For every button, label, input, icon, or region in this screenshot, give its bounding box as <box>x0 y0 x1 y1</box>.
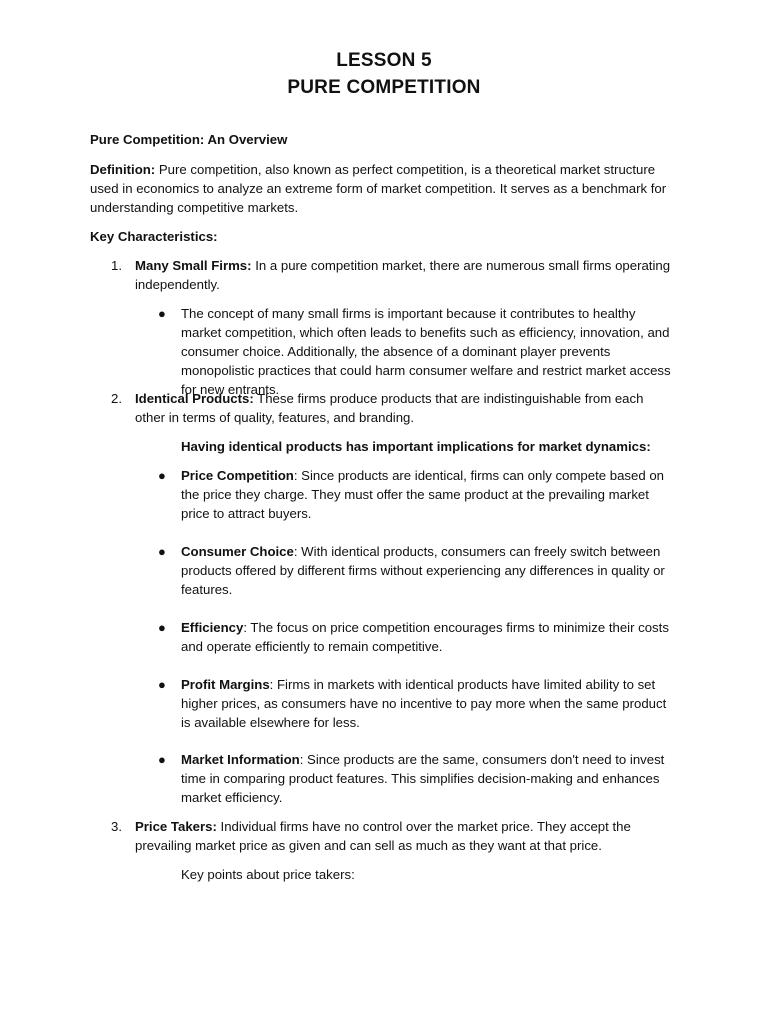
bullet-label: Market Information <box>181 752 300 767</box>
bullet-body: : With identical products, consumers can freely switch between products offered by different firms without experiencing any differences in quality or features. <box>181 544 665 597</box>
list-item <box>135 389 675 427</box>
bullet-text <box>181 618 676 656</box>
definition-label: Definition: <box>90 162 156 177</box>
bullet-icon: ● <box>158 620 166 635</box>
bullet-icon: ● <box>158 752 166 767</box>
bullet-text <box>181 542 676 599</box>
item-text: Individual firms have no control over the market price. They accept the prevailing market price as given and can sell as much as they want at that price. <box>135 819 631 853</box>
item-text: These firms produce products that are indistinguishable from each other in terms of quality, features, and branding. <box>135 391 644 425</box>
bullet-text <box>181 750 676 807</box>
bullet-text: The concept of many small firms is important because it contributes to healthy market competition, which often leads to benefits such as efficiency, innovation, and consumer choice. Additionally, the absence of a dominant player prevents monopolistic practices that could harm consumer welfare and restrict market access for new entrants. <box>181 306 671 397</box>
item-label: Many Small Firms: <box>135 258 252 273</box>
definition-text: Pure competition, also known as perfect competition, is a theoretical market structure used in economics to analyze an extreme form of market competition. It serves as a benchmark for understanding competitive markets. <box>90 162 667 215</box>
bullet-label: Consumer Choice <box>181 544 294 559</box>
overview-heading: Pure Competition: An Overview <box>90 132 288 147</box>
bullet-label: Efficiency <box>181 620 244 635</box>
list-number: 3. <box>111 819 122 834</box>
bullet-body: : Since products are the same, consumers don't need to invest time in comparing product features. This simplifies decision-making and enhances market efficiency. <box>181 752 665 805</box>
definition-paragraph <box>90 160 680 217</box>
list-item <box>135 256 675 294</box>
item-label: Price Takers: <box>135 819 217 834</box>
main-title: PURE COMPETITION <box>287 77 481 98</box>
item-label: Identical Products: <box>135 391 254 406</box>
key-characteristics-heading: Key Characteristics: <box>90 229 218 244</box>
item-text: In a pure competition market, there are numerous small firms operating independently. <box>135 258 671 292</box>
bullet-text <box>181 675 679 732</box>
bullet-label: Profit Margins <box>181 677 270 692</box>
subheading: Having identical products has important implications for market dynamics: <box>181 439 651 454</box>
bullet-text <box>181 466 676 523</box>
bullet-body: : Since products are identical, firms can only compete based on the price they charge. They must offer the same product at the prevailing market price to attract buyers. <box>181 468 665 521</box>
bullet-icon: ● <box>158 677 166 692</box>
bullet-icon: ● <box>158 544 166 559</box>
bullet-body: : Firms in markets with identical products have limited ability to set higher prices, as consumers have no incentive to pay more when the same product is available elsewhere for less. <box>181 677 667 730</box>
bullet-icon: ● <box>158 468 166 483</box>
lesson-title: LESSON 5 <box>336 50 432 71</box>
subheading: Key points about price takers: <box>181 867 355 882</box>
list-number: 2. <box>111 391 122 406</box>
bullet-body: : The focus on price competition encourages firms to minimize their costs and operate efficiently to remain competitive. <box>181 620 669 654</box>
list-number: 1. <box>111 258 122 273</box>
bullet-icon: ● <box>158 306 166 321</box>
bullet-label: Price Competition <box>181 468 294 483</box>
list-item <box>135 817 675 855</box>
